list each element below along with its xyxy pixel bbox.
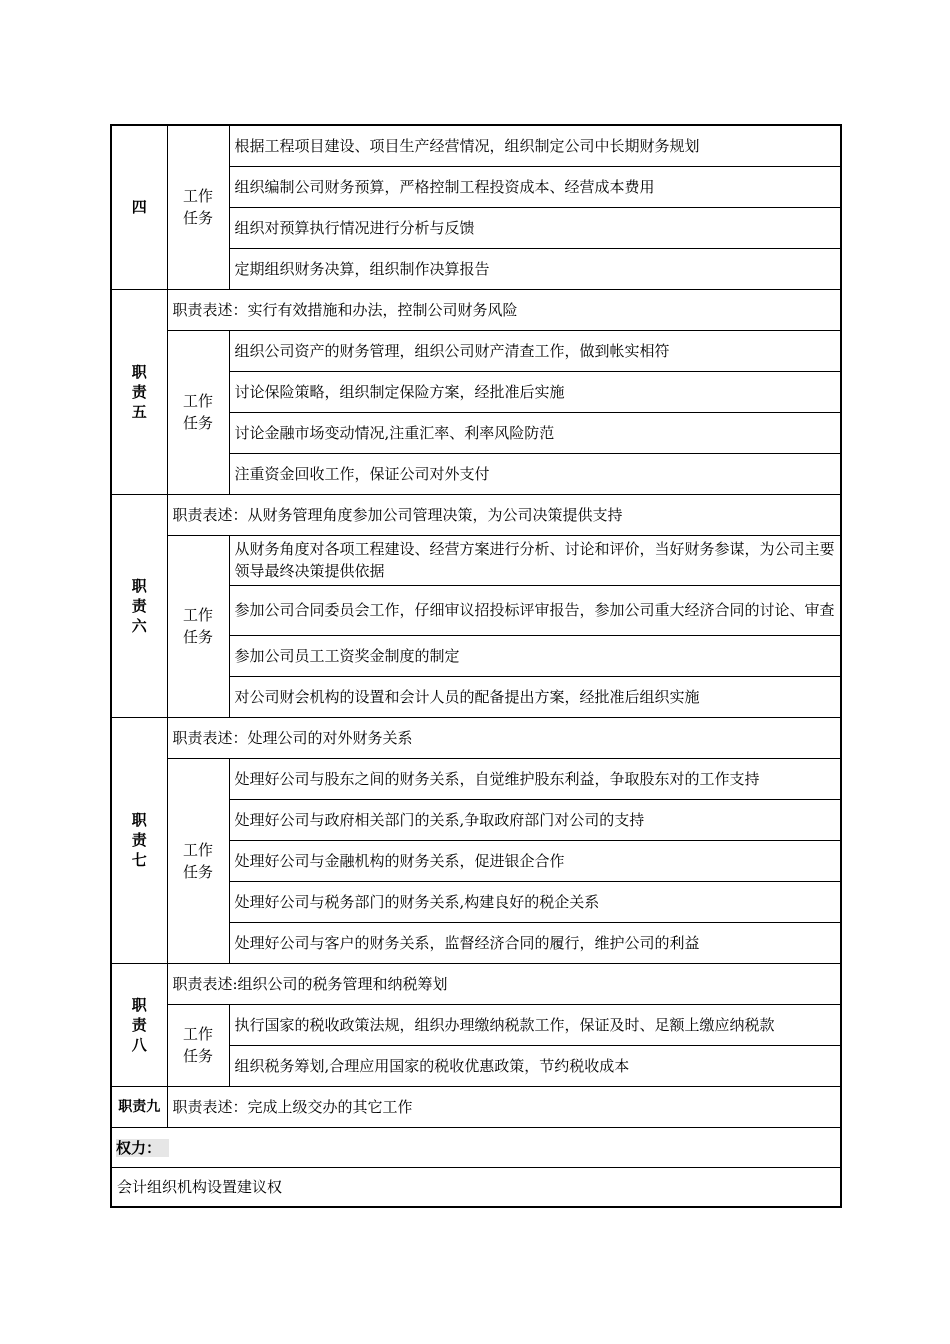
- task-item: 讨论保险策略，组织制定保险方案，经批准后实施: [229, 371, 841, 412]
- task-item: 组织税务筹划,合理应用国家的税收优惠政策，节约税收成本: [229, 1045, 841, 1086]
- duty-description: 职责表述:组织公司的税务管理和纳税筹划: [167, 963, 841, 1004]
- task-item: 定期组织财务决算，组织制作决算报告: [229, 248, 841, 289]
- responsibility-table: [110, 124, 842, 1208]
- task-item: 处理好公司与股东之间的财务关系，自觉维护股东利益，争取股东对的工作支持: [229, 758, 841, 799]
- duty-4-name: 四: [111, 125, 167, 289]
- power-item: 会计组织机构设置建议权: [111, 1167, 841, 1207]
- task-label: 工作 任务: [167, 1004, 229, 1086]
- task-item: 处理好公司与客户的财务关系，监督经济合同的履行，维护公司的利益: [229, 922, 841, 963]
- duty-description: 职责表述：实行有效措施和办法，控制公司财务风险: [167, 289, 841, 330]
- duty-description: 职责表述：从财务管理角度参加公司管理决策，为公司决策提供支持: [167, 494, 841, 535]
- task-item: 处理好公司与政府相关部门的关系,争取政府部门对公司的支持: [229, 799, 841, 840]
- task-label: 工作 任务: [167, 330, 229, 494]
- task-item: 参加公司员工工资奖金制度的制定: [229, 635, 841, 676]
- task-label: 工作 任务: [167, 535, 229, 717]
- task-item: 组织编制公司财务预算，严格控制工程投资成本、经营成本费用: [229, 166, 841, 207]
- duty-description: 职责表述：完成上级交办的其它工作: [167, 1086, 841, 1127]
- duty-description: 职责表述：处理公司的对外财务关系: [167, 717, 841, 758]
- task-item: 处理好公司与税务部门的财务关系,构建良好的税企关系: [229, 881, 841, 922]
- task-item: 注重资金回收工作，保证公司对外支付: [229, 453, 841, 494]
- task-item: 执行国家的税收政策法规，组织办理缴纳税款工作，保证及时、足额上缴应纳税款: [229, 1004, 841, 1045]
- duty-9-name: 职责九: [111, 1086, 167, 1127]
- duty-7-name: 职 责 七: [111, 717, 167, 963]
- powers-title: 权力：: [111, 1127, 841, 1167]
- task-item: 组织对预算执行情况进行分析与反馈: [229, 207, 841, 248]
- task-label: 工作 任务: [167, 125, 229, 289]
- task-label: 工作 任务: [167, 758, 229, 963]
- duty-6-name: 职 责 六: [111, 494, 167, 717]
- task-item: 根据工程项目建设、项目生产经营情况，组织制定公司中长期财务规划: [229, 125, 841, 166]
- task-item: 参加公司合同委员会工作，仔细审议招投标评审报告，参加公司重大经济合同的讨论、审查: [229, 585, 841, 635]
- task-item: 组织公司资产的财务管理，组织公司财产清查工作，做到帐实相符: [229, 330, 841, 371]
- task-item: 处理好公司与金融机构的财务关系，促进银企合作: [229, 840, 841, 881]
- duty-8-name: 职 责 八: [111, 963, 167, 1086]
- task-item: 从财务角度对各项工程建设、经营方案进行分析、讨论和评价，当好财务参谋，为公司主要领导最终决策提供依据: [229, 535, 841, 585]
- duty-5-name: 职 责 五: [111, 289, 167, 494]
- task-item: 讨论金融市场变动情况,注重汇率、利率风险防范: [229, 412, 841, 453]
- task-item: 对公司财会机构的设置和会计人员的配备提出方案，经批准后组织实施: [229, 676, 841, 717]
